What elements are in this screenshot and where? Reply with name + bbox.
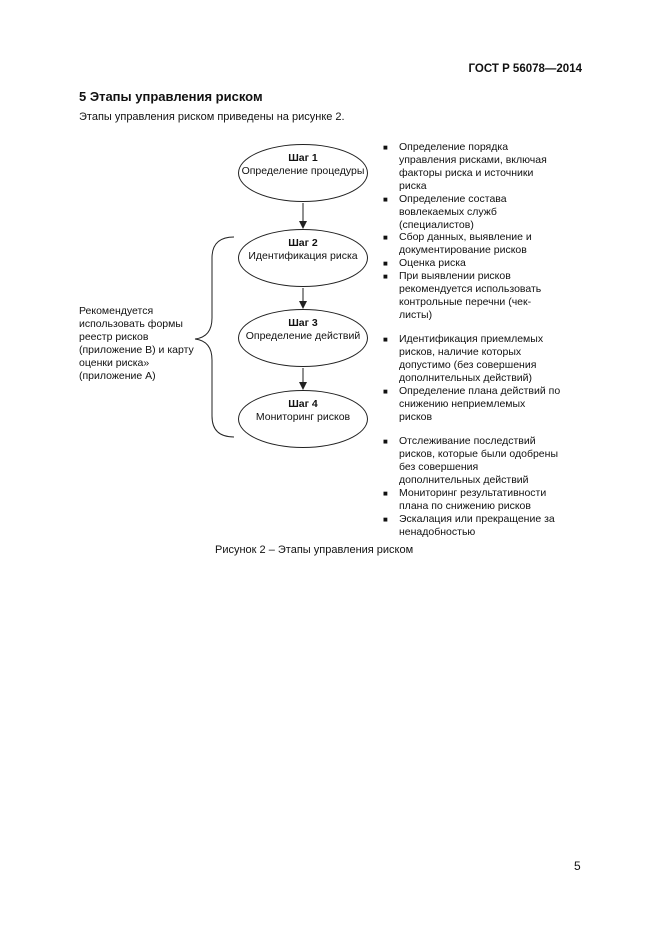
side-brace xyxy=(195,237,234,437)
figure-caption: Рисунок 2 – Этапы управления риском xyxy=(215,544,414,556)
bullet-item: ■ Определение плана действий по снижению неприемлемых рисков xyxy=(383,385,561,423)
bullet-item: ■ Эскалация или прекращение за ненадобностью xyxy=(383,513,555,538)
step-1 xyxy=(238,144,368,202)
bullet-item: ■ Мониторинг результативности плана по снижению рисков xyxy=(383,487,547,512)
standard-id: ГОСТ Р 56078—2014 xyxy=(468,63,582,75)
bullet-item: ■ Определение состава вовлекаемых служб (специалистов) xyxy=(383,193,507,231)
step-3 xyxy=(238,309,368,367)
bullet-item: ■ При выявлении рисков рекомендуется использовать контрольные перечни (чек-листы) xyxy=(383,270,542,321)
step-2 xyxy=(238,229,368,287)
bullet-group-1 xyxy=(383,141,561,232)
step-2-desc: Идентификация риска xyxy=(248,250,358,262)
bullet-square-icon: ■ xyxy=(383,143,388,152)
step-1-title: Шаг 1 xyxy=(288,152,318,164)
bullet-square-icon: ■ xyxy=(383,387,388,396)
step-4-desc: Мониторинг рисков xyxy=(255,411,351,423)
step-3-title: Шаг 3 xyxy=(288,317,318,329)
bullet-item: ■ Определение порядка управления рисками, включая факторы риска и источники риска xyxy=(383,141,547,192)
section-intro: Этапы управления риском приведены на рисунке 2. xyxy=(79,111,345,123)
bullet-square-icon: ■ xyxy=(383,272,388,281)
bullet-square-icon: ■ xyxy=(383,335,388,344)
step-3-desc: Определение действий xyxy=(245,330,361,342)
bullet-group-2 xyxy=(383,231,561,322)
step-2-title: Шаг 2 xyxy=(288,237,318,249)
page-number: 5 xyxy=(574,859,581,873)
side-note: Рекомендуется использовать формы реестр рисков (приложение В) и карту оценки риска» (приложение А) xyxy=(79,305,194,382)
bullet-square-icon: ■ xyxy=(383,259,388,268)
bullet-square-icon: ■ xyxy=(383,489,388,498)
bullet-square-icon: ■ xyxy=(383,515,388,524)
bullet-item: ■ Идентификация приемлемых рисков, наличие которых допустимо (без совершения дополнительных действий) xyxy=(383,333,544,384)
bullet-square-icon: ■ xyxy=(383,233,388,242)
step-4-title: Шаг 4 xyxy=(288,398,318,410)
section-title: 5 Этапы управления риском xyxy=(79,89,263,104)
bullet-group-4 xyxy=(383,435,561,539)
bullet-item: ■ Сбор данных, выявление и документирование рисков xyxy=(383,231,532,256)
bullet-group-3 xyxy=(383,333,561,424)
bullet-square-icon: ■ xyxy=(383,437,388,446)
bullet-item: ■ Оценка риска xyxy=(383,257,466,269)
bullet-square-icon: ■ xyxy=(383,195,388,204)
bullet-item: ■ Отслеживание последствий рисков, которые были одобрены без совершения дополнительных действий xyxy=(383,435,558,486)
step-1-desc: Определение процедуры xyxy=(241,165,365,177)
step-4 xyxy=(238,390,368,448)
